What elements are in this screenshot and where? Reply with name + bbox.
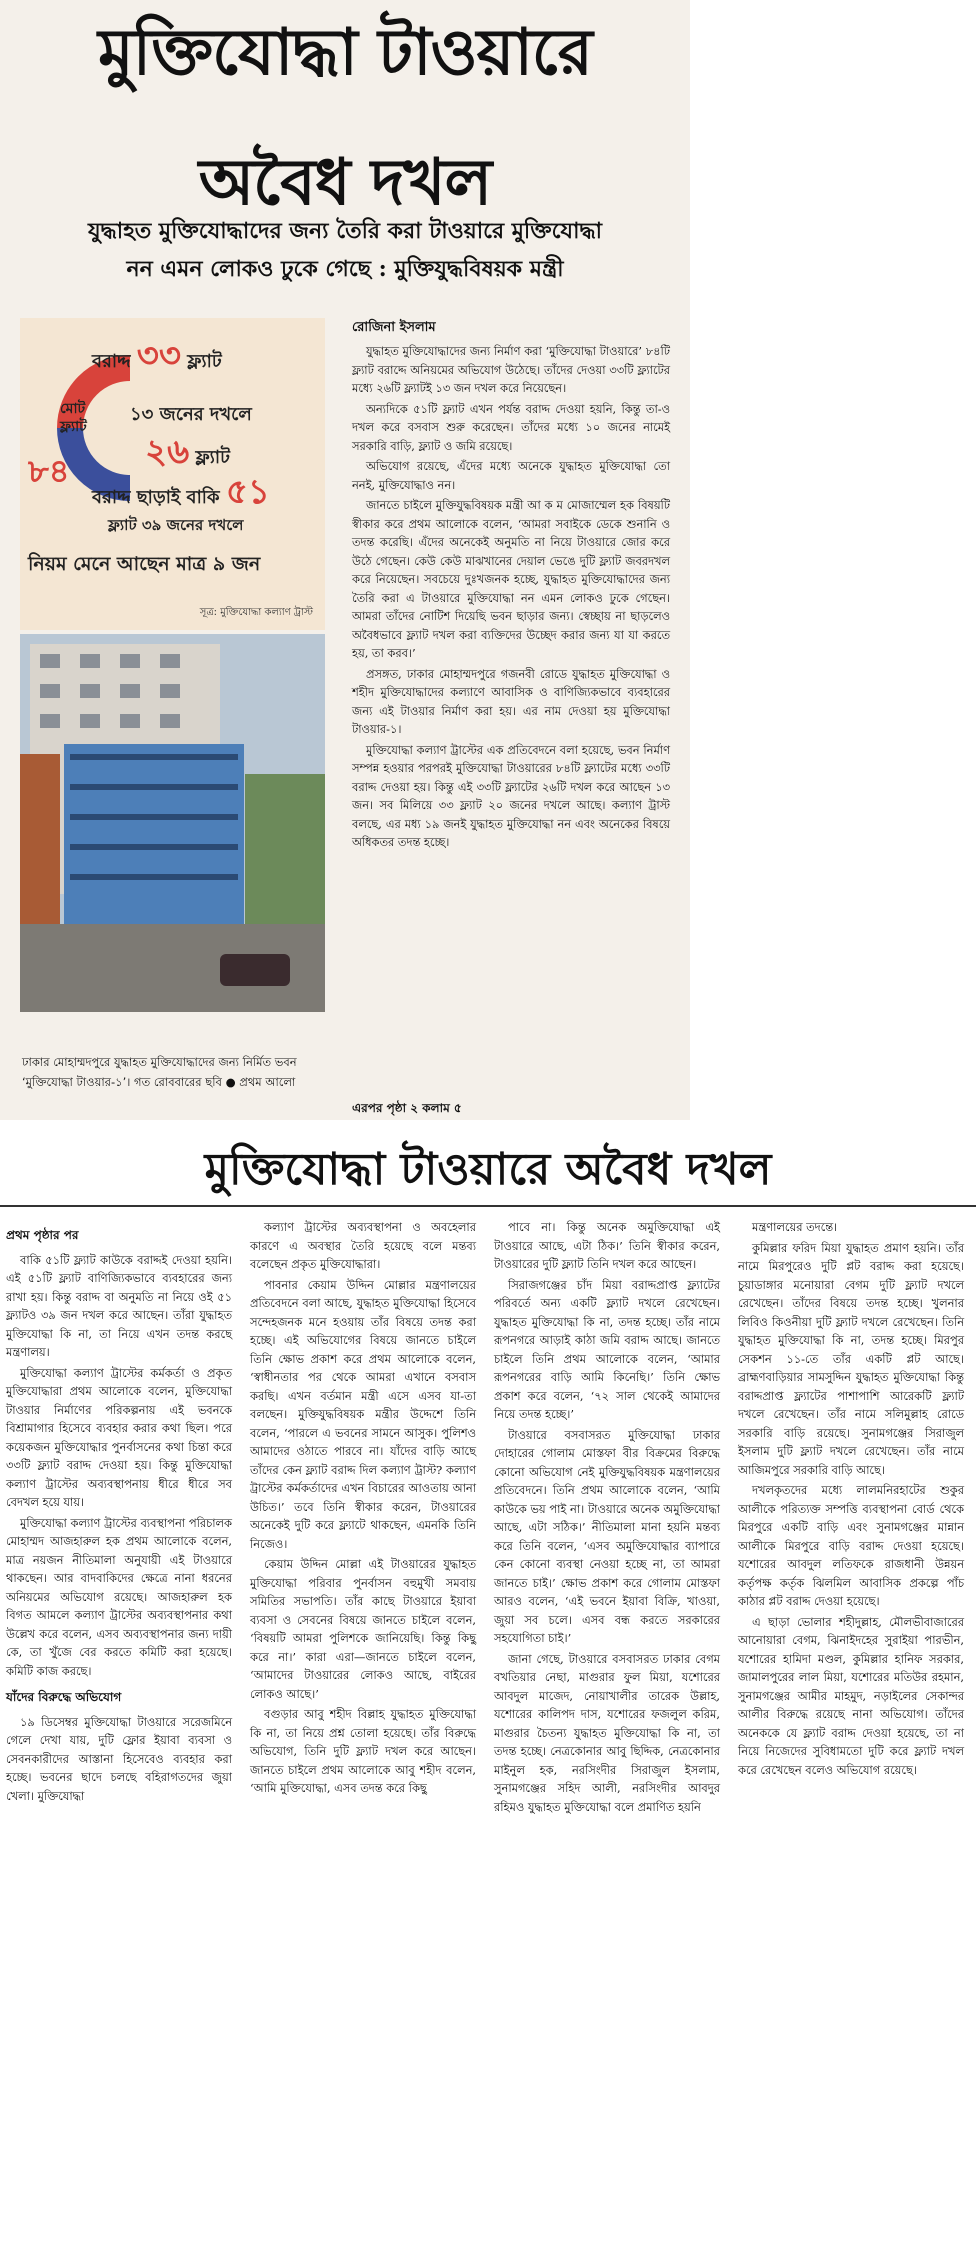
front-paragraph: অভিযোগ রয়েছে, এঁদের মধ্যে অনেকে যুদ্ধাহত মুক্তিযোদ্ধা তো ননই, মুক্তিযোদ্ধাও নন।: [352, 459, 670, 492]
from-front-label: প্রথম পৃষ্ঠার পর: [6, 1228, 79, 1242]
col4-paragraph: কুমিল্লার ফরিদ মিয়া যুদ্ধাহত প্রমাণ হয়নি। তাঁর নামে মিরপুরেও দুটি প্লট বরাদ্দ করা হয়েছে। চুয়াডাঙ্গার মনোয়ারা বেগম দুটি ফ্ল্যাট দখলে রেখেছেন। তাঁদের বিষয়ে তদন্ত হচ্ছে। খুলনার লিবিও কিওনীয়া দুটি ফ্ল্যাট দখলে রেখেছেন। তিনি যুদ্ধাহত মুক্তিযোদ্ধা কি না, তদন্ত হচ্ছে। মিরপুর সেকশন ১১-তে তাঁর একটি প্লট আছে। ব্রাহ্মণবাড়িয়ার সামসুদ্দিন যুদ্ধাহত মুক্তিযোদ্ধা কিন্তু বরাদ্দপ্রাপ্ত ফ্ল্যাটের পাশাপাশি আরেকটি ফ্ল্যাট দখলে রেখেছেন। তাঁর নামে সলিমুল্লাহ রোডে সরকারি বাড়ি রয়েছে। সুনামগঞ্জের সিরাজুল ইসলাম দুটি ফ্ল্যাট দখলে রেখেছেন। তাঁর নামে আজিমপুরে সরকারি বাড়ি আছে।: [738, 1240, 964, 1477]
infographic-source: সূত্র: মুক্তিযোদ্ধা কল্যাণ ট্রাস্ট: [199, 607, 313, 618]
col1-paragraph: বাকি ৫১টি ফ্ল্যাট কাউকে বরাদ্দই দেওয়া হয়নি। এই ৫১টি ফ্ল্যাট বাণিজ্যিকভাবে ব্যবহারের জন্য রাখা হয়। কিন্তু বরাদ্দ বা অনুমতি না নিয়ে ওই ৫১ ফ্ল্যাটও ৩৯ জন দখল করে আছেন। তাঁরা যুদ্ধাহত মুক্তিযোদ্ধা কি না, তা নিয়ে এখন তদন্ত করছে মন্ত্রণালয়।: [6, 1252, 232, 1359]
front-paragraph: মুক্তিযোদ্ধা কল্যাণ ট্রাস্টের এক প্রতিবেদনে বলা হয়েছে, ভবন নির্মাণ সম্পন্ন হওয়ার পরপরই মুক্তিযোদ্ধা টাওয়ারের ৮৪টি ফ্ল্যাটের মধ্যে ৩৩টি বরাদ্দ দেওয়া হয়। কিন্তু এই ৩৩টি ফ্ল্যাটের ২৬টি দখল করে আছেন ১৩ জন। সব মিলিয়ে ৩৩ ফ্ল্যাট ২০ জনের দখলে আছে। কল্যাণ ট্রাস্ট বলছে, এর মধ্য ১৯ জনই যুদ্ধাহত মুক্তিযোদ্ধা নন এবং অনেকের বিষয়ে অধিকতর তদন্ত হচ্ছে।: [352, 742, 670, 849]
rule-line: নিয়ম মেনে আছেন মাত্র ৯ জন: [28, 553, 261, 575]
total-value: ৮৪: [28, 452, 70, 490]
occupied-value: ২৬: [145, 432, 190, 472]
col4-paragraph: মন্ত্রণালয়ের তদন্তে।: [752, 1220, 838, 1234]
continuation-column-1: [6, 1218, 232, 1807]
occupied-label: ১৩ জনের দখলে: [130, 404, 252, 425]
front-headline-line1: মুক্তিযোদ্ধা টাওয়ারে: [98, 15, 592, 90]
col2-paragraph: পাবনার কেয়াম উদ্দিন মোল্লার মন্ত্রণালয়ের প্রতিবেদনে বলা আছে, যুদ্ধাহত মুক্তিযোদ্ধা হিসেবে সন্দেহজনক মনে হওয়ায় তাঁর বিষয়ে তদন্ত করা হচ্ছে। এই অভিযোগের বিষয়ে জানতে চাইলে তিনি ক্ষোভ প্রকাশ করে প্রথম আলোকে বলেন, ‘স্বাধীনতার পর থেকে আমরা এখানে বসবাস করছি। এখন বর্তমান মন্ত্রী এসে এসব যা-তা বলছেন। মুক্তিযুদ্ধবিষয়ক মন্ত্রীর উদ্দেশে তিনি বলেন, ‘পারলে এ ভবনের সামনে আসুক। পুলিশও আমাদের ওঠাতে পারবে না। যাঁদের বাড়ি আছে তাঁদের কেন ফ্ল্যাট বরাদ্দ দিল কল্যাণ ট্রাস্ট? কল্যাণ ট্রাস্টের কর্মকর্তাদের এখন বিচারের আওতায় আনা উচিত।’ তবে তিনি স্বীকার করেন, টাওয়ারের অনেকেই দুটি করে ফ্ল্যাটে থাকছেন, এমনকি তিনি নিজেও।: [250, 1277, 476, 1551]
front-subhead: [10, 212, 680, 288]
remaining-label: বরাদ্দ ছাড়াই বাকি: [92, 487, 220, 508]
byline: রোজিনা ইসলাম: [352, 320, 436, 335]
front-paragraph: প্রসঙ্গত, ঢাকার মোহাম্মদপুরে গজনবী রোডে যুদ্ধাহত মুক্তিযোদ্ধা ও শহীদ মুক্তিযোদ্ধাদের কল্যাণে আবাসিক ও বাণিজ্যিকভাবে ব্যবহারের জন্য এই টাওয়ার নির্মাণ করা হয়। এর নাম দেওয়া হয় মুক্তিযোদ্ধা টাওয়ার-১।: [352, 666, 670, 736]
col2-paragraph: কেয়াম উদ্দিন মোল্লা এই টাওয়ারের যুদ্ধাহত মুক্তিযোদ্ধা পরিবার পুনর্বাসন বহুমুখী সমবায় সমিতির সভাপতি। তাঁর কাছে টাওয়ারে ইয়াবা ব্যবসা ও সেবনের বিষয়ে জানতে চাইলে বলেন, ‘বিষয়টি আমরা পুলিশকে জানিয়েছি। কিন্তু কিছু করে না।’ কারা এরা—জানতে চাইলে বলেন, ‘আমাদের টাওয়ারের লোকও আছে, বাইরের লোকও আছে।’: [250, 1557, 476, 1701]
continuation-note: এরপর পৃষ্ঠা ২ কলাম ৫: [352, 1101, 462, 1115]
front-paragraph: যুদ্ধাহত মুক্তিযোদ্ধাদের জন্য নির্মাণ করা ‘মুক্তিযোদ্ধা টাওয়ারে’ ৮৪টি ফ্ল্যাট বরাদ্দে অনিয়মের অভিযোগ উঠেছে। তাঁদের দেওয়া ৩৩টি ফ্ল্যাটের মধ্যে ২৬টি ফ্ল্যাটই ১৩ জন দখল করে নিয়েছেন।: [352, 344, 670, 395]
flat-allocation-infographic: [20, 318, 325, 630]
allotted-row: [92, 330, 222, 387]
front-article-column: [352, 342, 670, 854]
continuation-column-2: [250, 1218, 476, 1800]
col4-paragraph: এ ছাড়া ভোলার শহীদুল্লাহ, মৌলভীবাজারের আনোয়ারা বেগম, ঝিনাইদহের সুরাইয়া পারভীন, যশোরের হামিদা মণ্ডল, কুমিল্লার হানিফ সরকার, জামালপুরের লাল মিয়া, যশোরের মতিউর রহমান, সুনামগঞ্জের আমীর মাহমুদ, নড়াইলের সেকান্দর আলীর বিরুদ্ধে রয়েছে নানা অভিযোগ। তাঁদের অনেককে যে ফ্ল্যাট বরাদ্দ দেওয়া হয়েছে, তা না নিয়ে নিজেদের সুবিধামতো দুটি করে ফ্ল্যাট দখল করে রেখেছেন বলেও অভিযোগ রয়েছে।: [738, 1614, 964, 1777]
remaining-detail: ফ্ল্যাট ৩৯ জনের দখলে: [108, 516, 244, 534]
col3-paragraph: টাওয়ারে বসবাসরত মুক্তিযোদ্ধা ঢাকার দোহারের গোলাম মোস্তফা বীর বিক্রমের বিরুদ্ধে কোনো অভিযোগ নেই মুক্তিযুদ্ধবিষয়ক মন্ত্রণালয়ের প্রতিবেদনে। তিনি প্রথম আলোকে বলেন, ‘আমি কাউকে ভয় পাই না। টাওয়ারে অনেক অমুক্তিযোদ্ধা আছে, এটা সঠিক।’ নীতিমালা মানা হয়নি মন্তব্য করে তিনি বলেন, ‘এসব অমুক্তিযোদ্ধার ব্যাপারে কেন কোনো ব্যবস্থা নেওয়া হচ্ছে না, তা আমরা জানতে চাই।’ ক্ষোভ প্রকাশ করে গোলাম মোস্তফা আরও বলেন, ‘এই ভবনে ইয়াবা বিক্রি, খাওয়া, জুয়া সব চলে। এসব বন্ধ করতে সরকারের সহযোগিতা চাই।’: [494, 1427, 720, 1645]
col2-paragraph: বগুড়ার আবু শহীদ বিল্লাহ যুদ্ধাহত মুক্তিযোদ্ধা কি না, তা নিয়ে প্রশ্ন তোলা হয়েছে। তাঁর বিরুদ্ধে অভিযোগ, তিনি দুটি ফ্ল্যাট দখল করে আছেন। জানতে চাইলে প্রথম আলোকে আবু শহীদ বলেন, ‘আমি মুক্তিযোদ্ধা, এসব তদন্ত করে কিছু: [250, 1707, 476, 1795]
col3-paragraph: পাবে না। কিন্তু অনেক অমুক্তিযোদ্ধা এই টাওয়ারে আছে, এটা ঠিক।’ তিনি স্বীকার করেন, টাওয়ারের দুটি ফ্ল্যাট তিনি দখল করে আছেন।: [494, 1220, 720, 1271]
headline-divider: [0, 1205, 976, 1207]
col1-paragraph: মুক্তিযোদ্ধা কল্যাণ ট্রাস্টের ব্যবস্থাপনা পরিচালক মোহাম্মদ আজহারুল হক প্রথম আলোকে বলেন, মাত্র নয়জন নীতিমালা অনুযায়ী এই টাওয়ারে থাকছেন। আর বাদবাকিদের ক্ষেত্রে নানা ধরনের অনিয়মের অভিযোগ রয়েছে। আজহারুল হক বিগত আমলে কল্যাণ ট্রাস্টের অব্যবস্থাপনার কথা উল্লেখ করে বলেন, এসব অব্যবস্থাপনার জন্য দায়ী কে, তা খুঁজে বের করতে কমিটি করা হয়েছে। কমিটি কাজ করছে।: [6, 1515, 232, 1678]
subhead-line2: নন এমন লোকও ঢুকে গেছে : মুক্তিযুদ্ধবিষয়ক মন্ত্রী: [126, 256, 564, 282]
total-label: মোট ফ্ল্যাট: [60, 401, 87, 435]
photo-caption: ঢাকার মোহাম্মদপুরে যুদ্ধাহত মুক্তিযোদ্ধাদের জন্য নির্মিত ভবন ‘মুক্তিযোদ্ধা টাওয়ার-১’। গত রোববারের ছবি ● প্রথম আলো: [22, 1055, 297, 1089]
front-paragraph: অন্যদিকে ৫১টি ফ্ল্যাট এখন পর্যন্ত বরাদ্দ দেওয়া হয়নি, কিন্তু তা-ও দখল করে বসবাস শুরু করেছেন। তাঁদের মধ্যে ১০ জনের নামেই সরকারি বাড়ি, ফ্ল্যাট ও জমি রয়েছে।: [352, 401, 670, 453]
tower-photo: [20, 634, 325, 1012]
col2-paragraph: কল্যাণ ট্রাস্টের অব্যবস্থাপনা ও অবহেলার কারণে এ অবস্থার তৈরি হয়েছে বলে মন্তব্য বলেছেন প্রকৃত মুক্তিযোদ্ধারা।: [250, 1220, 476, 1271]
allotted-label: বরাদ্দ: [92, 351, 131, 372]
tower-building-illustration: [20, 634, 325, 1012]
front-headline: [10, 8, 680, 228]
front-page-clipping: [0, 0, 690, 1120]
allotted-unit: ফ্ল্যাট: [187, 351, 222, 372]
front-headline-line2: অবৈধ দখল: [198, 145, 492, 220]
continuation-column-4: [738, 1218, 964, 1781]
allotted-value: ৩৩: [136, 336, 181, 376]
subhead-line1: যুদ্ধাহত মুক্তিযোদ্ধাদের জন্য তৈরি করা টাওয়ারে মুক্তিযোদ্ধা: [88, 218, 602, 244]
col4-paragraph: দখলকৃতদের মধ্যে লালমনিরহাটের শুকুর আলীকে পরিত্যক্ত সম্পত্তি ব্যবস্থাপনা বোর্ড থেকে মিরপুরে একটি বাড়ি এবং সুনামগঞ্জের মান্নান আলীকে মিরপুরে বাড়ি বরাদ্দ দেওয়া হয়েছে। যশোরের আবদুল লতিফকে রাজধানী উন্নয়ন কর্তৃপক্ষ কর্তৃক ঝিলমিল আবাসিক প্রকল্পে পাঁচ কাঠার প্লট বরাদ্দ দেওয়া হয়েছে।: [738, 1483, 964, 1608]
front-paragraph: জানতে চাইলে মুক্তিযুদ্ধবিষয়ক মন্ত্রী আ ক ম মোজাম্মেল হক বিষয়টি স্বীকার করে প্রথম আলোকে বলেন, ‘আমরা সবাইকে ডেকে শুনানি ও তদন্ত করেছি। এঁদের অনেকেই অনুমতি না নিয়ে টাওয়ারে জোর করে উঠে গেছেন। কেউ কেউ মাঝখানের দেয়াল ভেঙে দুটি ফ্ল্যাট জবরদখল করে নিয়েছেন। সবচেয়ে দুঃখজনক হচ্ছে, যুদ্ধাহত মুক্তিযোদ্ধাদের জন্য তৈরি করা এ টাওয়ারে মুক্তিযোদ্ধা নন এমন লোকও ঢুকে গেছেন। আমরা তাঁদের নোটিশ দিয়েছি ভবন ছাড়ার জন্য। স্বেচ্ছায় না ছাড়লেও অবৈধভাবে ফ্ল্যাট দখল করা ব্যক্তিদের উচ্ছেদ করার জন্য যা যা করতে হয়, তা করব।’: [352, 498, 670, 660]
col1-paragraph: মুক্তিযোদ্ধা কল্যাণ ট্রাস্টের কর্মকর্তা ও প্রকৃত মুক্তিযোদ্ধারা প্রথম আলোকে বলেন, মুক্তিযোদ্ধা টাওয়ার নির্মাণের পরিকল্পনায় এই ভবনকে বিশ্রামাগার হিসেবে ব্যবহার করার কথা ছিল। পরে কয়েকজন মুক্তিযোদ্ধার পুনর্বাসনের কথা চিন্তা করে ৩৩টি ফ্ল্যাট বরাদ্দ দেওয়া হয়। কিন্তু মুক্তিযোদ্ধা কল্যাণ ট্রাস্টের অব্যবস্থাপনায় ধীরে ধীরে সব বেদখল হয়ে যায়।: [6, 1365, 232, 1509]
remaining-value: ৫১: [225, 472, 270, 512]
occupied-unit: ফ্ল্যাট: [195, 447, 230, 468]
col1-paragraph: ১৯ ডিসেম্বর মুক্তিযোদ্ধা টাওয়ারে সরেজমিনে গেলে দেখা যায়, দুটি ফ্লোর ইয়াবা ব্যবসা ও সেবনকারীদের আস্তানা হিসেবেও ব্যবহার করা হচ্ছে। ভবনের ছাদে চলছে বহিরাগতদের জুয়া খেলা। মুক্তিযোদ্ধা: [6, 1714, 232, 1803]
continuation-headline: মুক্তিযোদ্ধা টাওয়ারে অবৈধ দখল: [204, 1144, 772, 1195]
continuation-column-3: [494, 1218, 720, 1818]
col3-paragraph: জানা গেছে, টাওয়ারে বসবাসরত ঢাকার বেগম বখতিয়ার নেছা, মাগুরার ফুল মিয়া, যশোরের আবদুল মাজেদ, নোয়াখালীর তারেক উল্লাহ, যশোরের কালিপদ দাস, যশোরের ফজলুল করিম, মাগুরার চৈতন্য যুদ্ধাহত মুক্তিযোদ্ধা কি না, তা তদন্ত হচ্ছে। নেত্রকোনার আবু ছিদ্দিক, নেত্রকোনার মাইনুল হক, নরসিংদীর সিরাজুল ইসলাম, সুনামগঞ্জের সহিদ আলী, নরসিংদীর আবদুর রহিমও যুদ্ধাহত মুক্তিযোদ্ধা বলে প্রমাণিত হয়নি: [494, 1651, 720, 1814]
section-heading: যাঁদের বিরুদ্ধে অভিযোগ: [6, 1690, 122, 1704]
col3-paragraph: সিরাজগঞ্জের চাঁদ মিয়া বরাদ্দপ্রাপ্ত ফ্ল্যাটের পরিবর্তে অন্য একটি ফ্ল্যাট দখলে রেখেছেন। যুদ্ধাহত মুক্তিযোদ্ধা কি না, তদন্ত হচ্ছে। তাঁর নামে রূপনগরে আড়াই কাঠা জমি বরাদ্দ আছে। জানতে চাইলে তিনি প্রথম আলোকে বলেন, ‘আমার রূপনগরের বাড়ি আমি কিনেছি।’ তিনি ক্ষোভ প্রকাশ করে বলেন, ‘৭২ সাল থেকেই আমাদের নিয়ে তদন্ত হচ্ছে।’: [494, 1277, 720, 1421]
